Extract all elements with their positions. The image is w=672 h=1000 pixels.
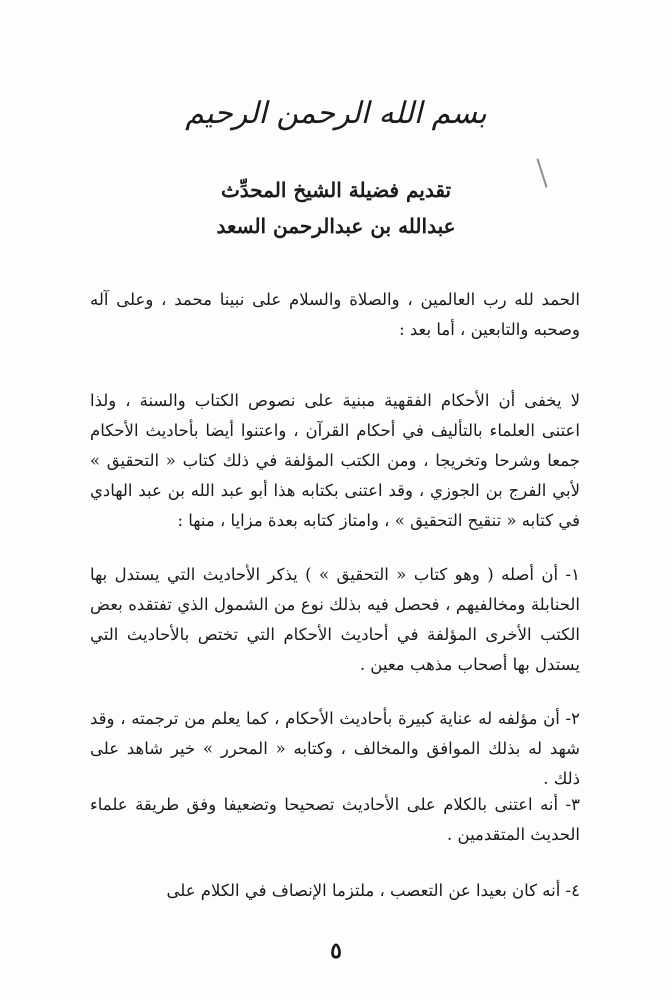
paragraph-opening: الحمد لله رب العالمين ، والصلاة والسلام على نبينا محمد ، وعلى آله وصحبه والتابعين ، أما بعد : <box>90 290 580 339</box>
page-number: ٥ <box>330 938 342 964</box>
foreword-title: تقديم فضيلة الشيخ المحدِّث <box>220 178 452 202</box>
paragraph-point-2: ٢- أن مؤلفه له عناية كبيرة بأحاديث الأحكام ، كما يعلم من ترجمته ، وقد شهد له بذلك الموافق والمخالف ، وكتابه « المحرر » خير شاهد على ذلك . <box>90 709 580 788</box>
paragraph-point-1: ١- أن أصله ( وهو كتاب « التحقيق » ) يذكر الأحاديث التي يستدل بها الحنابلة ومخالفيهم ، فحصل فيه بذلك نوع من الشمول الذي تفتقده بعض الكتب الأخرى المؤلفة في أحاديث الأحكام التي تختص بالأحاديث التي يستدل بها أصحاب مذهب معين . <box>90 565 580 674</box>
paragraph-point-3: ٣- أنه اعتنى بالكلام على الأحاديث تصحيحا وتضعيفا وفق طريقة علماء الحديث المتقدمين . <box>90 795 580 844</box>
paragraph-point-4: ٤- أنه كان بعيدا عن التعصب ، ملتزما الإنصاف في الكلام على <box>166 881 580 900</box>
paragraph-intro: لا يخفى أن الأحكام الفقهية مبنية على نصوص الكتاب والسنة ، ولذا اعتنى العلماء بالتأليف في أحكام القرآن ، واعتنوا أيضا بأحاديث الأحكام جمعا وشرحا وتخريجا ، ومن الكتب المؤلفة في ذلك كتاب « التحقيق » لأبي الفرج بن الجوزي ، وقد اعتنى بكتابه هذا أبو عبد الله بن عبد الهادي في كتابه « تنقيح التحقيق » ، وامتاز كتابه بعدة مزايا ، منها : <box>90 391 580 530</box>
basmala-calligraphy: بسم الله الرحمن الرحيم <box>185 96 487 131</box>
author-name: عبدالله بن عبدالرحمن السعد <box>216 214 456 238</box>
